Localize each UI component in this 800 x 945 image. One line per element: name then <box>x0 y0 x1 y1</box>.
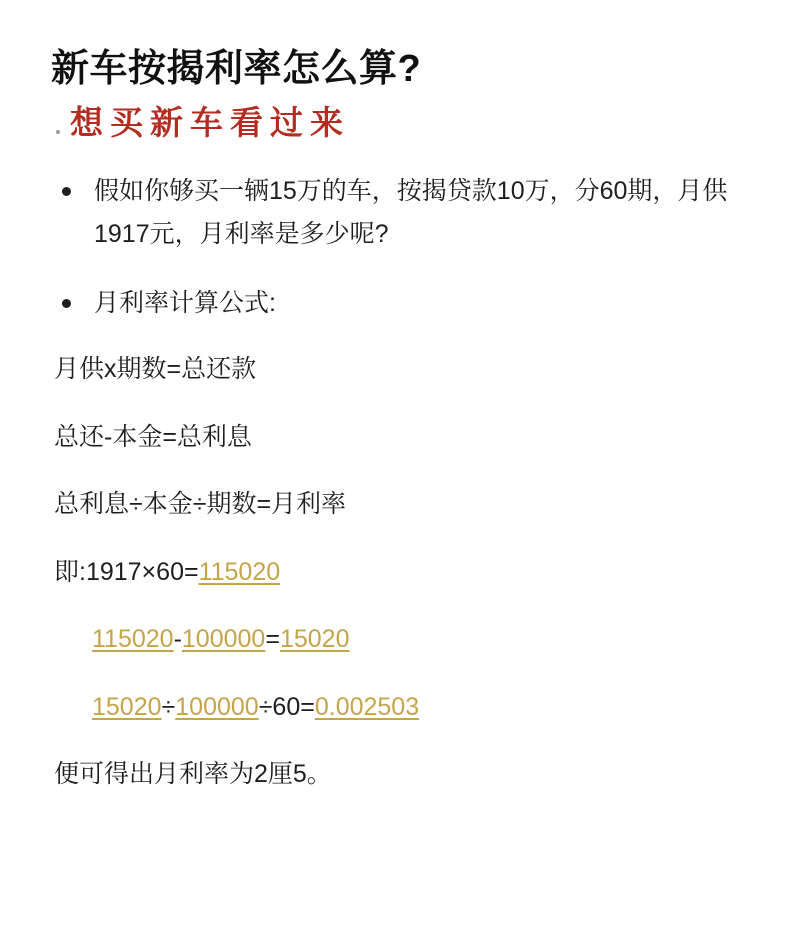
calc-highlight: 0.002503 <box>314 692 420 721</box>
conclusion-text: 便可得出月利率为2厘5。 <box>54 760 332 789</box>
page-subtitle: 想买新车看过来 <box>70 103 350 141</box>
list-item: 假如你够买一辆15万的车，按揭贷款10万，分60期，月供1917元，月利率是多少呢? <box>48 170 752 256</box>
bullet-list <box>48 170 752 325</box>
calc-highlight: 115020 <box>92 625 174 654</box>
list-item: 总还-本金=总利息 <box>54 422 252 451</box>
calc-highlight: 115020 <box>198 557 281 586</box>
formula-list <box>48 351 752 524</box>
calculation-row <box>92 689 752 727</box>
list-item: 月利率计算公式: <box>48 282 752 325</box>
calc-highlight: 15020 <box>92 692 162 721</box>
subtitle-marker-dot <box>56 130 60 134</box>
calc-text: ÷60= <box>258 692 315 721</box>
calc-highlight: 100000 <box>181 625 266 654</box>
list-item: 总利息÷本金÷期数=月利率 <box>54 490 347 519</box>
page-title: 新车按揭利率怎么算? <box>51 48 422 90</box>
calculation-row <box>54 554 752 592</box>
calc-highlight: 100000 <box>175 692 259 721</box>
calc-highlight: 15020 <box>279 625 350 654</box>
calc-text: - <box>173 625 182 654</box>
calc-text: ÷ <box>161 692 176 721</box>
calculation-row <box>92 621 752 659</box>
list-item: 月供x期数=总还款 <box>54 355 257 384</box>
calc-text: = <box>265 625 280 654</box>
calculation-list <box>48 554 752 727</box>
calc-text: 即:1917×60= <box>54 557 199 586</box>
